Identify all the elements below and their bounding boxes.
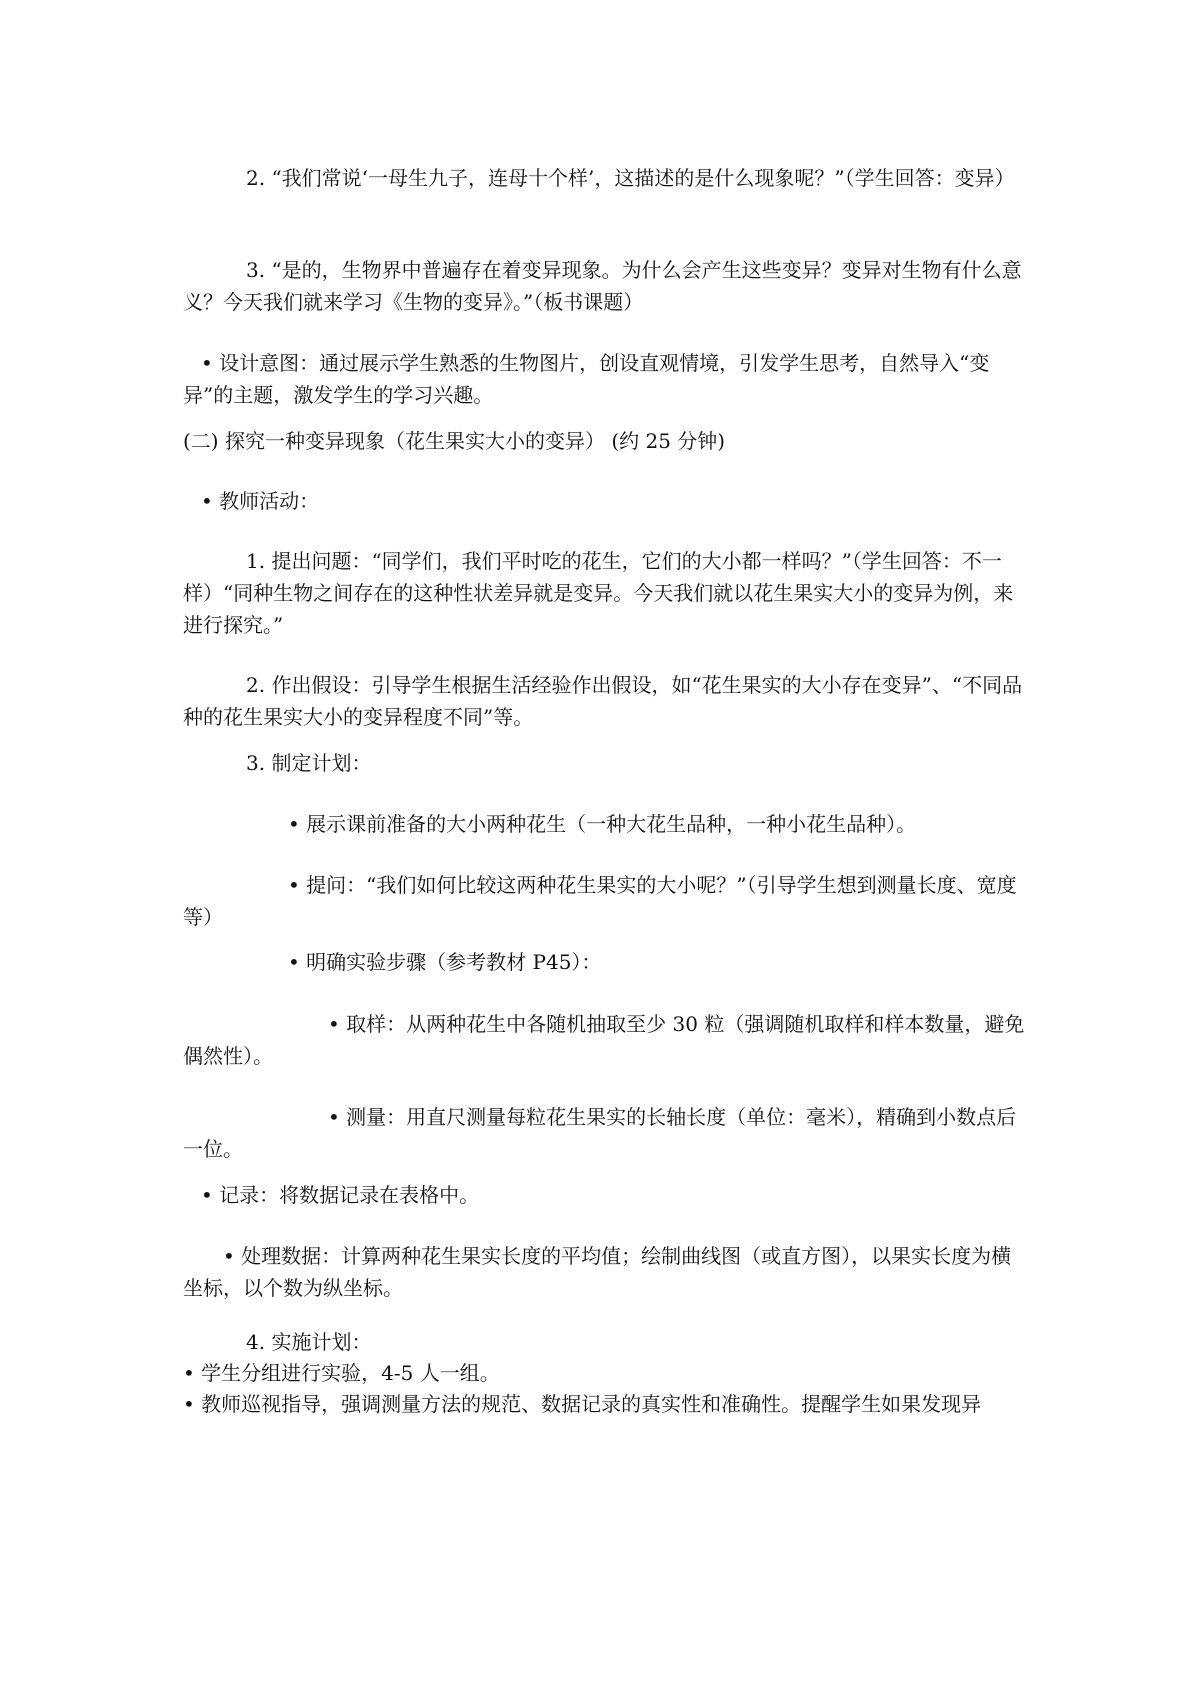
paragraph-step-4-implement: 4. 实施计划：: [246, 1330, 372, 1354]
bullet-teacher-guidance: • 教师巡视指导，强调测量方法的规范、数据记录的真实性和准确性。提醒学生如果发现异: [183, 1392, 982, 1416]
bullet-show-peanuts: • 展示课前准备的大小两种花生（一种大花生品种，一种小花生品种）。: [288, 812, 917, 836]
paragraph-intro-step-2: 2. “我们常说‘一母生九子，连母十个样’，这描述的是什么现象呢？”（学生回答：变异）: [246, 166, 1015, 190]
bullet-measuring: • 测量：用直尺测量每粒花生果实的长轴长度（单位：毫米），精确到小数点后一位。: [183, 1105, 1017, 1161]
paragraph-step-1-question: 1. 提出问题：“同学们，我们平时吃的花生，它们的大小都一样吗？”（学生回答：不一样）“同种生物之间存在的这种性状差异就是变异。今天我们就以花生果实大小的变异为例，来进行探究。”: [183, 549, 1014, 637]
paragraph-step-2-hypothesis: 2. 作出假设：引导学生根据生活经验作出假设，如“花生果实的大小存在变异”、“不同品种的花生果实大小的变异程度不同”等。: [183, 673, 1023, 729]
bullet-teacher-activity: • 教师活动：: [201, 489, 320, 513]
bullet-sampling: • 取样：从两种花生中各随机抽取至少 30 粒（强调随机取样和样本数量，避免偶然性）。: [183, 1012, 1025, 1068]
paragraph-step-3-plan: 3. 制定计划：: [246, 751, 372, 775]
bullet-group-experiment: • 学生分组进行实验，4-5 人一组。: [183, 1361, 500, 1385]
paragraph-intro-step-3: 3. “是的，生物界中普遍存在着变异现象。为什么会产生这些变异？变异对生物有什么意义？今天我们就来学习《生物的变异》。”（板书课题）: [183, 258, 1022, 314]
bullet-data-processing: • 处理数据：计算两种花生果实长度的平均值；绘制曲线图（或直方图），以果实长度为横坐标，以个数为纵坐标。: [183, 1244, 1012, 1300]
bullet-ask-compare: • 提问：“我们如何比较这两种花生果实的大小呢？”（引导学生想到测量长度、宽度等）: [183, 873, 1017, 929]
paragraph-design-intent: • 设计意图：通过展示学生熟悉的生物图片，创设直观情境，引发学生思考，自然导入“变异”的主题，激发学生的学习兴趣。: [183, 351, 990, 407]
bullet-experiment-steps: • 明确实验步骤（参考教材 P45）：: [288, 950, 602, 974]
bullet-recording: • 记录：将数据记录在表格中。: [201, 1183, 480, 1207]
section-heading-2: (二) 探究一种变异现象（花生果实大小的变异） (约 25 分钟): [183, 429, 726, 453]
